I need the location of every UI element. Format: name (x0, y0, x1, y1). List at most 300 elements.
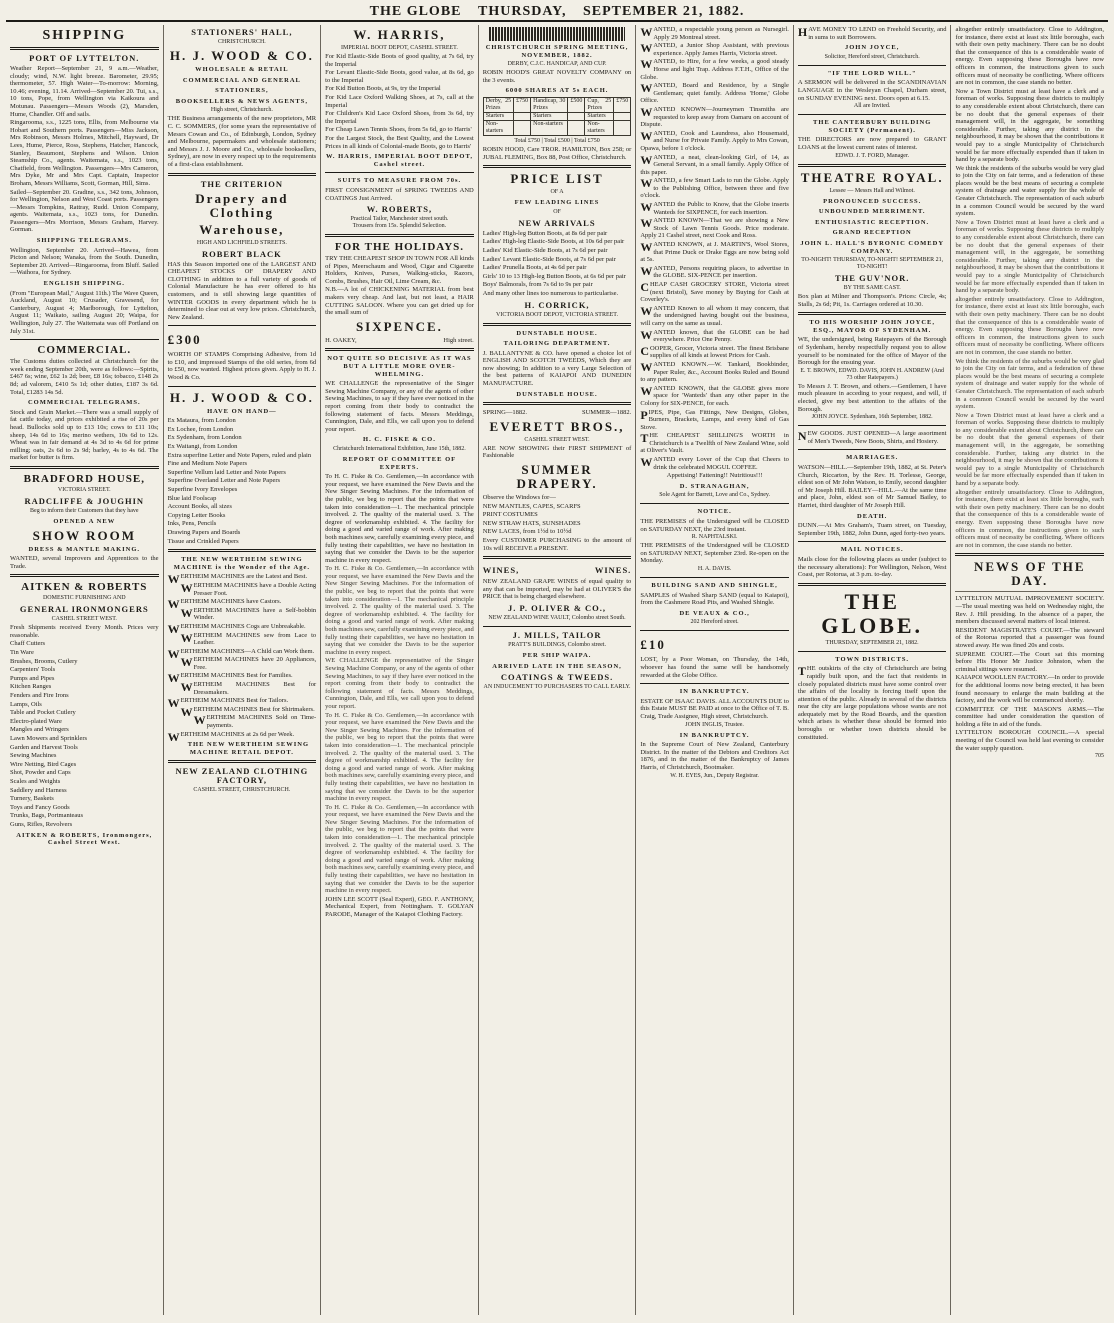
table-cell (568, 120, 585, 135)
lost-line (640, 635, 789, 655)
list-item: Copying Letter Books (167, 511, 226, 519)
season-line (483, 409, 632, 417)
everett-heading: EVERETT BROS., (489, 418, 625, 434)
suits-heading: SUITS TO MEASURE FROM 70s. (337, 177, 462, 185)
shipping-telegrams-text: Wellington, September 20. Arrived—Hawea, from Picton and Nelson; Wanaka, from the South. Dunedin, September 20. Arrived—Ringarooma, from Bluff. Sailed—Waihora, for Sydney. (10, 246, 159, 277)
wertheim-heading: THE NEW WERTHEIM SEWING MACHINE is the Wonder of the Age. (173, 556, 310, 571)
list-item: Saddlery and Harness (10, 786, 67, 794)
wertheim-footer: THE NEW WERTHEIM SEWING MACHINE RETAIL DEPOT. (187, 741, 310, 756)
reply-text: To Messrs J. T. Brown, and others.—Gentlemen, I have much pleasure in acceding to your request, and will, if elected, give my best attention to the affairs of the Borough. (797, 382, 947, 413)
report-text-cont: To H. C. Fiske & Co. Gentlemen,—In accordance with your request, we have examined the New Davis and the New Singer Sewing Machines. For the information of the public, we beg to report that the points that were taken into consideration—1. The mechanical principle involved. 2. The quality of the material used. 3. The degree of workmanship exhibited. 4. The facility for doing a good and varied range of work. After making both machines sew, carefully examining every piece, and fully testing their capabilities, we have no hesitation in saying that we consider the Davis to be the superior machine in every respect. (325, 711, 474, 803)
triumph-text: UNBOUNDED MERRIMENT. (818, 208, 926, 216)
table-cell (514, 112, 531, 120)
wholesale-text: WHOLESALE & RETAIL (195, 66, 289, 73)
harris-heading: W. HARRIS, (353, 27, 446, 42)
news-item: SUPREME COURT.—The Court sat this morning before His Honor Mr Justice Johnston, when the criminal sittings were resumed. (955, 650, 1105, 673)
divider (798, 65, 947, 66)
success-text: PRONOUNCED SUCCESS. (823, 197, 922, 205)
intro-text: altogether entirely unsatisfactory. Close to Addington, for instance, there exist at least six little boroughs, each with their own petty machinery. There can be no doubt that the consequence of this is a considerable waste of energy. Even supposing these Boroughs have now officers in common, the instructions given to such officers must of necessity be conflicting. Where officers are not in common, the case stands no better. (955, 26, 1105, 87)
divider (798, 541, 947, 542)
town-body-2: We think the residents of the suburbs would be very glad to join the City on fair terms, and a federation of these places would be the best means of securing a complete system of drainage and water supply for the whole of Greater Christchurch. The representation of each suburb in a common Council would be secured by the ward system. (955, 164, 1105, 218)
news-item: LYTTELTON BOROUGH COUNCIL.—A special meeting of the Council was held last evening to consider the water supply question. (955, 729, 1105, 752)
table-cell (514, 120, 531, 135)
divider (483, 626, 632, 627)
oakey-line (325, 337, 474, 345)
oakey-name: H. OAKEY, (325, 336, 357, 344)
report-text-cont: To H. C. Fiske & Co. Gentlemen,—In accordance with your request, we have examined the New Davis and the New Singer Sewing Machines. For the information of the public, we beg to report that the points that were taken into consideration—1. The mechanical principle involved. 2. The quality of the material used. 3. The degree of workmanship exhibited. 4. The facility for doing a good and varied range of work. After making both machines sew, carefully examining every piece, and fully testing their capabilities, we have no hesitation in saying that we consider the Davis to be the superior machine in every respect. (325, 565, 474, 656)
divider (955, 553, 1104, 556)
list-item: Ex Sydenham, from London (167, 434, 242, 442)
aitken-list (10, 640, 159, 828)
marriages-heading: MARRIAGES. (846, 454, 899, 462)
list-item: WERTHEIM MACHINES have a Self-bobbin Winder. (180, 605, 317, 622)
list-item: WERTHEIM MACHINES have a Double Acting Presser Foot. (180, 580, 317, 597)
column-4 (479, 25, 637, 1315)
wertheim-list (167, 572, 317, 744)
table-cell: £750 (614, 97, 631, 112)
list-item: Pumps and Pipes (10, 674, 55, 682)
everett-sub: CASHEL STREET WEST. (524, 436, 590, 443)
divider (955, 591, 1104, 592)
price-sub2: FEW LEADING LINES (514, 199, 600, 207)
list-item: NEW LACES, from 1½d to 10½d (482, 528, 572, 536)
death-heading: DEATH. (857, 512, 888, 520)
signed-text: JOHN LEE SCOTT (Seal Expert), GEO. F. ANTHONY, Mechanical Expert, from Nottingham. T. GOLYAN PARODE, Manager of the Kaiapoi Clothing Factory. (325, 895, 474, 918)
price-sub4: NEW ARRIVALS (518, 217, 596, 228)
holidays-text: TRY THE CHEAPEST SHOP IN TOWN FOR All kinds of Pipes, Meerschaum and Wood, Cigar and Cigarette Holders, Knives, Purses, Walking-sticks, Razors, Combs, Brushes, Hair Oil, Lime Cream, &c. (325, 255, 474, 285)
list-item: WANTED, a Junior Shop Assistant, with previous experience. Apply James Harris, Victoria street. (640, 41, 789, 57)
inglis-name: JOHN INGLIS, Trustee. (685, 721, 744, 728)
list-item: Tissue and Crinkled Papers (167, 537, 239, 545)
opened-text: OPENED A NEW (53, 517, 116, 525)
list-item: Turnery, Baskets (10, 795, 54, 803)
corrick-sub: VICTORIA BOOT DEPOT, VICTORIA STREET. (496, 311, 619, 318)
divider (10, 466, 159, 469)
divider (483, 323, 632, 326)
theatre-sub: Lessee — Messrs Hall and Wilmot. (829, 187, 915, 194)
ballantyne-text: J. BALLANTYNE & CO. have opened a choice lot of ENGLISH AND SCOTCH TWEEDS, Which they are now showing; In addition to a very Large Selection of the best patterns of KAIAPOI AND DUNEDIN MANUFACTURE. (482, 349, 632, 388)
report-text-cont: To H. C. Fiske & Co. Gentlemen,—In accordance with your request, we have examined the New Davis and the New Singer Sewing Machines. For the information of the public, we beg to report that the points that were taken into consideration—1. The mechanical principle involved. 2. The quality of the material used. 3. The degree of workmanship exhibited. 4. The facility for doing a good and varied range of work. After making both machines sew, carefully examining every piece, and fully testing their capabilities, we have no hesitation in saying that we consider the Davis to be the superior machine in every respect. (325, 803, 474, 895)
columns (6, 25, 1108, 1315)
divider (798, 312, 947, 315)
races-heading: CHRISTCHURCH SPRING MEETING, NOVEMBER, 1882. (485, 44, 629, 59)
consignment-text: FIRST CONSIGNMENT of SPRING TWEEDS AND COATINGS Just Arrived. (325, 186, 474, 202)
list-item: Superfine Ivory Envelopes (167, 486, 238, 493)
english-shipping-heading: ENGLISH SHIPPING. (43, 280, 125, 288)
report-text-cont: WE CHALLENGE the representative of the Singer Sewing Machine Company, or any of the agents of other Sewing Machines, to say if they have ever noticed in the report coming from their body to contradict the following statement of facts. Messrs Meddings, Cunnington, Dale, and Ells, we call upon you to defend your report. (325, 657, 474, 710)
list-item: WANTED Known to all whom it may concern, that the undersigned having bought out the business, will carry on the same as usual. (640, 303, 789, 327)
races-sub: DERBY, C.J.C. HANDICAP, AND CUP. (507, 61, 607, 68)
divider (798, 114, 947, 115)
summer-label: SUMMER—1882. (582, 409, 632, 417)
table-row (483, 120, 631, 135)
price-list-heading: PRICE LIST (510, 171, 604, 187)
bankruptcy-heading: IN BANKRUPTCY. (679, 688, 750, 696)
list-item: NEW STRAW HATS, SUNSHADES (482, 519, 581, 527)
reception-text: ENTHUSIASTIC RECEPTION. (815, 218, 930, 226)
black-text: HAS this Season imported one of the LARGEST AND CHEAPEST STOCKS OF DRAPERY AND CLOTHING in addition to a full variety of goods of Colonial Manufacture he has ever offered to his customers, and is still showing large quantities of WINTER GOODS in every department which he is determined to clear out at very low prices. Christchurch, New Zealand. (167, 260, 317, 321)
divider (168, 549, 317, 552)
aitken-sub1: DOMESTIC FURNISHING AND (42, 595, 126, 602)
wanted-list (640, 26, 789, 408)
list-item: WERTHEIM MACHINES Best for Tailors. (167, 696, 289, 711)
town-body-cont: We think the residents of the suburbs would be very glad to join the City on fair terms, and a federation of these places would be the best means of securing a complete system of drainage and water supply for the whole of Greater Christchurch. The representation of each suburb in a common Council would be secured by the ward system. (955, 357, 1105, 411)
divider (325, 348, 474, 351)
box-plan-text: Box plan at Milner and Thompson's. Prices: Circle, 4s; Stalls, 2s 6d; Pit, 1s. Carriages ordered at 10.30. (797, 293, 947, 308)
list-item: Drawing Papers and Boards (167, 528, 241, 536)
just-opened-text: NEW GOODS. JUST OPENED—A large assortment of Men's Tweeds, New Boots, Shirts, and Hosiery. (797, 429, 947, 445)
news-heading: NEWS OF THE DAY. (973, 559, 1086, 589)
divider (798, 449, 947, 450)
radcliffe-joughin: RADCLIFFE & JOUGHIN (24, 495, 145, 506)
joyce-sub: Solicitor, Hereford street, Christchurch. (824, 53, 920, 60)
list-item: Ex Waitangi, from London (167, 443, 238, 451)
robert-black: ROBERT BLACK (201, 248, 282, 259)
little-heading: "IF THE LORD WILL." (827, 69, 917, 77)
money-text: HAVE MONEY TO LEND on Freehold Security, and in sums to suit Borrowers. (797, 25, 947, 41)
column-1 (6, 25, 164, 1315)
list-item: Kitchen Ranges (10, 683, 52, 691)
list-item: WERTHEIM MACHINES have Castors. (167, 597, 282, 612)
high-street: High street, Christchurch. (210, 107, 273, 114)
table-cell: Handicap, 30 Prizes (531, 97, 568, 112)
robin-footer: ROBIN HOOD, Care TROR. HAMILTON, Box 258; or JUBAL FLEMING, Box 88, Post Office, Christchurch. (482, 145, 632, 161)
business-text: THE Business arrangements of the new proprietors, MR C. C. SOMMERS, (for some years the representative of Messrs Cowan and Co., of Edinburgh, London, Sydney and Melbourne, papermakers and wholesale stationers; and Messrs J. J. Moore and Co., wholesale booksellers, Sydney), are now in every respect up to the requirements of a first-class establishment. (167, 115, 317, 168)
booksellers-text: BOOKSELLERS & NEWS AGENTS, (175, 97, 308, 105)
divider (168, 760, 317, 763)
sixpence-heading: SIXPENCE. (355, 318, 443, 334)
masthead-title: THE GLOBE (369, 4, 462, 19)
commercial-general: COMMERCIAL AND GENERAL (182, 76, 301, 84)
town-body-cont: altogether entirely unsatisfactory. Close to Addington, for instance, there exist at least six little boroughs, each with their own petty machinery. There can be no doubt that the consequence of this is a considerable waste of energy. Even supposing these Boroughs have now officers in common, the instructions given to such officers must of necessity be conflicting. Where officers are not in common, the case stands no better. (955, 488, 1105, 549)
sweep-total: Total £750 | Total £500 | Total £750 (514, 137, 600, 144)
have-on-hand: HAVE ON HAND— (207, 407, 277, 415)
list-item: WANTED KNOWN, that the GLOBE gives more space for 'Wanteds' than any other paper in the Colony for SIX-PENCE, for each. (640, 383, 789, 407)
divider (640, 577, 789, 578)
stationers-sub: CHRISTCHURCH. (217, 39, 266, 45)
divider (168, 325, 317, 326)
divider (10, 47, 159, 50)
list-item: WANTED KNOWN—Journeymen Tinsmiths are requested to keep away from Oamaru on account of Dispute. (640, 104, 789, 129)
naphtalski-name: R. NAPHTALSKI. (691, 534, 738, 541)
corrick-heading: H. CORRICK, (524, 299, 590, 310)
bankruptcy-text: ESTATE OF ISAAC DAVIS. ALL ACCOUNTS DUE to this Estate MUST BE PAID at once to the Office of T. B. Craig, Trade Assignee, High street, Christchurch. (640, 697, 789, 720)
stranaghan-name: D. STRANAGHAN, (679, 482, 750, 490)
every-customer: Every CUSTOMER PURCHASING to the amount of 10s will RECEIVE a PRESENT. (482, 537, 632, 552)
list-item: WERTHEIM MACHINES—A Child can Work them. (167, 646, 315, 661)
mills-heading: J. MILLS, TAILOR (512, 629, 602, 640)
shipping-telegrams-heading: SHIPPING TELEGRAMS. (36, 237, 132, 245)
list-item: Fine and Medium Note Papers (167, 460, 248, 468)
not-quite-heading: NOT QUITE SO DECISIVE AS IT WAS BUT A LITTLE MORE OVER-WHELMING. (327, 355, 472, 378)
news-item: COMMITTEE OF THE MASON'S ARMS.—The committee had under consideration the question of holding a fête in aid of the funds. (955, 705, 1105, 728)
stationery-list (168, 417, 317, 545)
list-item: WANTED, a few Smart Lads to run the Globe. Apply to the Publishing Office, between three and five o'clock. (640, 176, 789, 200)
oakey-sub: High street. (443, 336, 474, 344)
divider (640, 630, 789, 631)
tonight-text: TO-NIGHT! THURSDAY, TO-NIGHT! SEPTEMBER 21, TO-NIGHT! (801, 257, 944, 271)
list-item: WANTED KNOWN, at J. MARTIN'S, Wool Stores, that Prime Duck or Drake Eggs are now being sold at 5s. (640, 240, 789, 264)
list-item: Lawn Mowers and Sprinklers (10, 735, 88, 742)
divider (640, 503, 789, 504)
table-cell: £750 (514, 97, 531, 112)
list-item: WANTED KNOWN.—W. Tankard, Bookbinder, Paper Ruler, &c., Account Books Ruled and Bound to any pattern. (640, 359, 789, 384)
inducement-text: AN INDUCEMENT TO PURCHASERS TO CALL EARLY. (483, 684, 631, 691)
list-item: WERTHEIM MACHINES Cogs are Unbreakable. (167, 621, 306, 636)
table-cell: £500 (568, 97, 585, 112)
wanted-globe-text: WANTED every Lover of the Cup that Cheers to drink the celebrated MOGUL COFFEE. (640, 455, 789, 471)
list-item: WERTHEIM MACHINES have 20 Appliances, Free. (180, 655, 317, 671)
table-cell: Non-starters (585, 120, 614, 135)
spring-label: SPRING—1882. (482, 409, 527, 417)
town-text: THE outskirts of the city of Christchurch are being rapidly built upon, and the fact that residents in closely populated districts must have some control over the affairs of the locality is forcing itself upon the attention of the public. Already in several of the districts near the city are large populations whose wants are not adequately met by the Road Boards, and the question which arises is whether these should be formed into boroughs or whether town districts should be constituted. (797, 664, 947, 741)
everett-list (483, 503, 632, 536)
aitken-sub2: GENERAL IRONMONGERS (19, 604, 149, 615)
guv-sub: BY THE SAME CAST. (843, 285, 901, 292)
list-item: Blue laid Foolscap (167, 494, 217, 502)
report-text: To H. C. Fiske & Co. Gentlemen,—In accordance with your request, we have examined the New Davis and the New Singer Sewing Machines. For the information of the public, we beg to report that the points that were taken into consideration—1. The mechanical principle involved. 2. The quality of the material used. 3. The degree of workmanship exhibited. 4. The facility for doing a good and varied range of work. After making both machines sew, carefully examining every piece, and fully testing their capabilities, we have no hesitation in saying that we consider the Davis to be the superior machine in every respect. (325, 473, 474, 564)
aitken-sub3: CASHEL STREET WEST. (51, 616, 117, 623)
trousers-text: Trousers from 15s. Splendid Selection. (352, 223, 447, 230)
hood-sub: 6000 SHARES AT 5s EACH. (505, 87, 609, 95)
divider (168, 173, 317, 176)
mail-text: Mails close for the following places as under (subject to the necessary alterations): For Wellington, Nelson, West Coast, per Rotorua, at 3 p.m. to-day. (797, 555, 947, 579)
marriages-text: WATSON—HILL.—September 19th, 1882, at St. Peter's Church, Riccarton, by the Rev. H. Torlesse, George, eldest son of Mr John Watson, to Emily, second daughter of Mr Joseph Hill. BAILEY—HILL.—At the same time and place, John, eldest son of Mr Samuel Bailey, to Harriet, third daughter of Mr Joseph Hill. (797, 464, 947, 509)
report-heading: REPORT OF COMMITTEE OF EXPERTS. (342, 455, 457, 471)
list-item: Ladies' High-leg Button Boots, at 8s 6d per pair (482, 229, 608, 237)
list-item: WANTED, a respectable young person as Nursegirl. Apply 29 Montreal street. (640, 25, 789, 41)
coatings-text: COATINGS & TWEEDS. (500, 672, 614, 683)
show-room: SHOW ROOM (32, 527, 136, 543)
mayor-text: WE, the undersigned, being Ratepayers of the Borough of Sydenham, hereby respectfully request you to allow yourself to be nominated for the office of Mayor of the Borough for the ensuing year. (797, 336, 947, 367)
list-item: WERTHEIM MACHINES sew from Lace to Leather. (180, 630, 317, 647)
list-item: Fenders and Fire Irons (10, 692, 69, 700)
divider (483, 165, 632, 168)
list-item: Table and Pocket Cutlery (10, 709, 76, 717)
column-6 (794, 25, 952, 1315)
deveaux-name: DE VEAUX & CO., (679, 609, 750, 617)
list-item: Sewing Machines (10, 752, 57, 760)
list-item: Superfine Vellum laid Letter and Note Papers (167, 468, 286, 476)
table-cell: Non-starters (483, 120, 513, 135)
list-item: For the Largest Stock, the Best Quality, and the Lowest Prices in all kinds of Colonial-made Boots, go to Harris' (325, 134, 474, 150)
list-item: Ladies' High-leg Elastic-Side Boots, at 10s 6d per pair (482, 238, 625, 246)
list-item: Ladies' Kid Elastic-Side Boots, at 7s 6d per pair (482, 246, 608, 254)
exhibition-text: Christchurch International Exhibition, June 15th, 1882. (333, 445, 466, 452)
list-item: Extra superfine Letter and Note Papers, ruled and plain (167, 451, 312, 459)
list-item: WANTED KNOWN—That we are showing a New Stock of Lawn Tennis Goods. Price moderate. Apply 21 Cashel street, next Cook and Ross. (640, 216, 789, 240)
list-item: WERTHEIM MACHINES Best for Dressmakers. (180, 680, 317, 696)
observe-text: Observe the Windows for— (482, 494, 556, 502)
sailed-text: Sailed—September 20. Gradine, s.s., 342 tons, Johnson, for Wellington, Nelson and West Coast ports. Passengers—Messrs Tompkins, Rattray, Rudd. Union Company, agents. Waitemata, s.s., 1023 tons, for Dunedin. Passengers—Mrs Morrison, Messrs Graham, Harvey. Gorman. (10, 188, 159, 234)
nz-clothing: NEW ZEALAND CLOTHING FACTORY, (175, 766, 309, 786)
divider (10, 339, 159, 340)
list-item: WERTHEIM MACHINES at 2s 6d per Week. (167, 729, 295, 744)
divider (325, 234, 474, 237)
guv-heading: THE GUV'NOR. (835, 273, 910, 284)
divider (640, 683, 789, 684)
list-item: For Kid Button Boots, at 9s, try the Imperial (325, 85, 441, 93)
racing-engraving (489, 27, 626, 41)
building-society-heading: THE CANTERBURY BUILDING SOCIETY (Permanent). (813, 119, 932, 134)
sweep-table (483, 97, 632, 136)
commercial-telegrams-text: Stock and Grain Market.—There was a small supply of fat cattle today, and prices exhibited a rise of 20s per head. Bullocks sold up to £13 10s; cows to £11 10s; sheep, 14s 6d to 16s; merino wethers, 10s 6d to 12s. Wheat was in fair demand at 4s 3d to 4s 6d for prime milling; oats, 2s 6d to 2s 9d; barley, 4s to 4s 6d. The market for butter is firm. (10, 408, 159, 462)
list-item: Tin Ware (10, 649, 34, 657)
news-item: LYTTELTON MUTUAL IMPROVEMENT SOCIETY.—The usual meeting was held on Wednesday night, the Rev. J. Hill presiding. In the absence of a paper, the members discussed several matters of local interest. (955, 595, 1105, 626)
wines-label-2: WINES. (594, 565, 632, 576)
pipes-text: PIPES, Pipe, Gas Fittings, New Designs, Globes, Burners, Brackets, Lamps, and every kind of Gas Stove. (640, 407, 789, 431)
warehouse-heading: Warehouse, (199, 221, 285, 237)
mail-heading: MAIL NOTICES. (840, 546, 904, 554)
everett-text: ARE NOW SHOWING their FIRST SHIPMENT of Fashionable (482, 444, 632, 460)
table-cell: Starters (585, 112, 614, 120)
hall-company: JOHN L. HALL'S BYRONIC COMEDY COMPANY. (800, 239, 945, 255)
oliver-sub: NEW ZEALAND WINE VAULT, Colombo street South. (488, 614, 626, 621)
challenge-text: WE CHALLENGE the representative of the Singer Sewing Machine Company, or any of the agents of other Sewing Machines, to say if they have ever noticed in the report coming from their body to contradict the following statement of facts. Messrs Meddings, Cunnington, Dale, and Ells, we call upon you to defend your report. (325, 380, 474, 433)
list-item: Electro-plated Ware (10, 717, 62, 725)
divider (798, 164, 947, 167)
list-item: Ex Lochee, from London (167, 425, 234, 433)
joyce-name: JOHN JOYCE, (845, 44, 900, 52)
column-2 (164, 25, 322, 1315)
globe-title: THE GLOBE. (821, 588, 924, 638)
list-item: Chaff Cutters (10, 640, 46, 648)
scandinavian-text: A SERMON will be delivered in the SCANDINAVIAN LANGUAGE in the Wesleyan Chapel, Durham street, on SUNDAY EVENING next. Doors open at 6.15. (797, 79, 947, 102)
list-item: WANTED, Persons requiring places, to advertise in the GLOBE. SIX-PENCE per insertion. (640, 263, 789, 280)
list-item: For Levant Elastic-Side Boots, good value, at 8s 6d, go to the Imperial (325, 69, 474, 84)
table-cell (614, 120, 631, 135)
bankruptcy2-heading: IN BANKRUPTCY. (679, 731, 750, 739)
port-heading: PORT OF LYTTELTON. (29, 53, 140, 63)
stamps-ad (168, 330, 317, 350)
davis-name: H. A. DAVIS. (697, 566, 732, 572)
nz-clothing-sub: CASHEL STREET, CHRISTCHURCH. (193, 787, 291, 794)
hair-cutting-text: N.B.—A lot of CHICKENING MATERIAL from best makers very cheap. And last, but not least, a HAIR CUTTING SALOON. Where you can get dried up for the small sum of (325, 286, 474, 317)
bankruptcy2-text: In the Supreme Court of New Zealand, Canterbury District. In the matter of the Debtors and Creditors Act 1876, and in the matter of the Bankruptcy of James Harris, of Christchurch, Bootmaker. (640, 741, 789, 771)
aitken-text: Fresh Shipments received Every Month. Prices very reasonable. (10, 624, 159, 639)
list-item: For Kid Elastic-Side Boots of good quality, at 7s 6d, try the Imperial (325, 53, 474, 68)
wines-line (483, 563, 632, 577)
wines-label: WINES, (482, 565, 520, 576)
list-item: WANTED known, that the GLOBE can be had everywhere. Price One Penny. (640, 327, 789, 344)
theatre-heading: THEATRE ROYAL. (800, 169, 944, 185)
waipa-text: PER SHIP WAIPA. (522, 651, 592, 659)
table-cell (614, 112, 631, 120)
joyce-sign: JOHN JOYCE. Sydenham, 16th September, 1882. (811, 414, 933, 421)
divider (483, 402, 632, 405)
column-5 (636, 25, 794, 1315)
list-item: Girls' 10 to 13 High-leg Button Boots, at 6s 6d per pair (482, 272, 626, 280)
harris-list (325, 53, 474, 150)
bradford-heading: BRADFORD HOUSE, (23, 472, 145, 485)
table-cell: Starters (483, 112, 513, 120)
list-item: Ladies' Levant Elastic-Side Boots, at 7s 6d per pair (482, 255, 616, 263)
stamps-text: WORTH OF STAMPS Comprising Adhesive, from 1d to £10, and impressed Stamps of the old series, from 6d to £50, now wanted. Highest prices given. Apply to H. J. Wood & Co. (167, 351, 317, 382)
appetising-text: Appetising! Fattening!! Nutritious!!! (666, 472, 763, 480)
table-row (483, 112, 631, 120)
arrived-text: ARRIVED LATE IN THE SEASON, (492, 662, 622, 670)
commercial-text: The Customs duties collected at Christchurch for the week ending September 20th, were as follows:—Spirits, £467 6s; wine, £62 1s 2d; beer, £8 16s; tobacco, £148 2s 8d; ad valorem, £410 5s 1d; other duties, £187 3s 6d. Total, £1283 14s 5d. (10, 358, 159, 396)
deveaux-sub: 202 Hereford street. (690, 619, 739, 626)
ford-name: EDWD. J. T. FORD, Manager. (835, 152, 910, 159)
news-list (955, 595, 1104, 752)
criterion-heading: THE CRITERION (200, 178, 283, 189)
list-item: WERTHEIM MACHINES Best for Families. (167, 671, 293, 686)
dunstable-heading: DUNSTABLE HOUSE. (516, 329, 598, 337)
divider (168, 386, 317, 387)
news-item: RESIDENT MAGISTRATE'S COURT.—The steward of the Rotorua reported that a passenger was found stowed away. He was fined 20s and costs. (955, 626, 1105, 649)
list-item: Mangles and Wringers (10, 726, 69, 734)
masthead (6, 4, 1108, 22)
table-cell: Derby, 25 Prizes (483, 97, 513, 112)
list-item: Garden and Harvest Tools (10, 743, 78, 751)
commercial-telegrams-heading: COMMERCIAL TELEGRAMS. (27, 399, 141, 407)
grand-text: GRAND RECEPTION (832, 229, 912, 237)
aitken-footer: AITKEN & ROBERTS, Ironmongers, Cashel Street West. (16, 831, 153, 847)
price-sub3: OF (553, 208, 561, 215)
list-item: Toys and Fancy Goods (10, 803, 70, 811)
list-item: Inks, Pens, Pencils (167, 520, 217, 528)
shipping-heading: SHIPPING (42, 28, 127, 43)
list-item: Trunks, Bags, Portmanteaus (10, 812, 84, 820)
page-number: 705 (1095, 753, 1105, 760)
divider (483, 556, 632, 559)
high-lichfield: HIGH AND LICHFIELD STREETS. (196, 239, 287, 246)
summer-drapery: SUMMER DRAPERY. (516, 462, 598, 492)
list-item: Guns, Rifles, Revolvers (10, 820, 73, 828)
table-cell: Starters (531, 112, 568, 120)
town-body-cont: altogether entirely unsatisfactory. Close to Addington, for instance, there exist at least six little boroughs, each with their own petty machinery. There can be no doubt that the consequence of this is a considerable waste of energy. Even supposing these Boroughs have now officers in common, the instructions given to such officers must of necessity be conflicting. Where officers are not in common, the case stands no better. (955, 295, 1105, 356)
list-item: Account Books, all sizes (167, 503, 232, 511)
table-cell: Cup, 25 Prizes (585, 97, 614, 112)
list-item: Boys' Balmorals, from 7s 6d to 9s per pair (482, 281, 593, 289)
harris-footer: W. HARRIS, IMPERIAL BOOT DEPOT, Cashel street. (325, 153, 473, 168)
divider (10, 574, 159, 577)
list-item: Superfine Overland Letter and Note Papers (167, 477, 281, 485)
death-text: DUNN.—At Mrs Graham's, Tuam street, on Tuesday, September 19th, 1882, John Dunn, aged forty-two years. (797, 522, 947, 537)
town-heading: TOWN DISTRICTS. (835, 655, 910, 663)
list-item: Scales and Weights (10, 777, 61, 785)
column-3 (321, 25, 479, 1315)
list-item: WANTED, a neat, clean-looking Girl, of 14, as General Servant, in a small family. Apply Office of this paper. (640, 152, 789, 176)
divider (325, 172, 474, 173)
cheapest-text: THE CHEAPEST SHILLING'S WORTH in Christchurch is a Twelfth of New Zealand Wine, sold at Oliver's Vault. (640, 431, 789, 455)
list-item: Brushes, Brooms, Cutlery (10, 657, 78, 665)
hood-heading: ROBIN HOOD'S GREAT NOVELTY COMPANY on the 3 events. (482, 69, 632, 84)
drapery-heading: Drapery and Clothing (195, 190, 289, 220)
list-item: NEW MANTLES, CAPES, SCARFS (482, 502, 581, 510)
price-list (483, 230, 632, 298)
divider (798, 425, 947, 426)
divider (798, 651, 947, 652)
list-item: WERTHEIM MACHINES are the Latest and Best. (167, 572, 308, 587)
list-item: For Cheap Lawn Tennis Shoes, from 5s 6d, go to Harris' (325, 126, 472, 134)
list-item: And many other lines too numerous to particularise. (482, 289, 619, 297)
hjwood-heading: H. J. WOOD & CO. (169, 48, 314, 63)
all-invited: All are Invited. (853, 103, 891, 110)
column-7 (951, 25, 1108, 1315)
town-body-cont: Now a Town District must at least have a clerk and a foreman of works. Supposing these districts to multiply to any considerable extent about Christchurch, there can be no doubt that the general expenses of their management will, in the aggregate, be something considerable. Further, taking any district in the neighbourhood, it may be shown that the contributions it would pay to a single Municipality of Christchurch would be far more effectually expended than if taken in hand by a separate body. (955, 411, 1105, 488)
list-item: WERTHEIM MACHINES Sold on Time-payments. (193, 713, 317, 730)
stamps-amount: £300 (167, 332, 202, 348)
roberts-heading: W. ROBERTS, (366, 204, 433, 215)
holidays-heading: FOR THE HOLIDAYS. (334, 241, 465, 254)
list-item: WANTED, Cook and Laundress, also Housemaid, and Nurse for Private Family. Apply to Mrs Cowan, Opawa, before 1 o'clock. (640, 128, 789, 152)
fiske-name: H. C. FISKE & CO. (363, 436, 436, 444)
english-shipping-text: (From "European Mail," August 11th.) The Wave Queen, Auckland, August 10; Crusader, Gravesend, for Canterbury, August 4; Marlborough, for Lyttelton, August 11; Waikato, sailing August 20; Waipa, for Wellington, July 27. The Waitemata was off Portland on July 31st. (10, 289, 159, 335)
table-cell (568, 112, 585, 120)
list-item: Carpenters' Tools (10, 666, 56, 674)
